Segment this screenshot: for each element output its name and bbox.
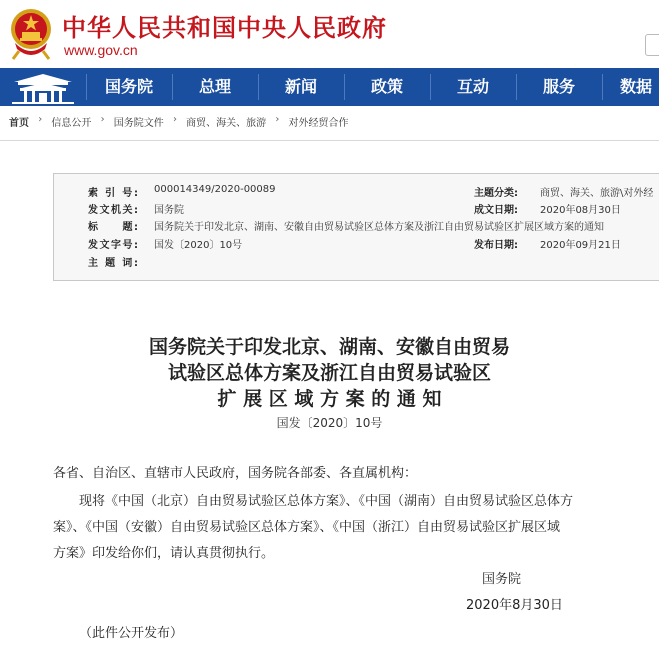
breadcrumb-item[interactable]: 对外经贸合作 bbox=[288, 118, 349, 129]
published-date-value: 2020年09月21日 bbox=[540, 240, 621, 251]
chevron-right-icon: › bbox=[172, 114, 177, 125]
index-label: 索 引 号: bbox=[88, 188, 138, 199]
published-date-label: 发布日期: bbox=[474, 240, 518, 251]
signing-date: 2020年8月30日 bbox=[466, 598, 563, 613]
document-info-box bbox=[53, 173, 659, 281]
gate-logo-icon[interactable] bbox=[0, 68, 86, 106]
nav-item-services[interactable]: 服务 bbox=[542, 77, 575, 96]
title-value: 国务院关于印发北京、湖南、安徽自由贸易试验区总体方案及浙江自由贸易试验区扩展区域方案的通知 bbox=[154, 222, 604, 233]
nav-item-interaction[interactable]: 互动 bbox=[456, 77, 489, 96]
salutation: 各省、自治区、直辖市人民政府，国务院各部委、各直属机构： bbox=[53, 466, 418, 481]
chevron-right-icon: › bbox=[275, 114, 280, 125]
category-label: 主题分类: bbox=[474, 188, 518, 199]
nav-item-policy[interactable]: 政策 bbox=[370, 77, 403, 96]
document-title-line-3: 扩 展 区 域 方 案 的 通 知 bbox=[217, 388, 442, 410]
nav-item-data[interactable]: 数据 bbox=[620, 77, 653, 96]
info-row-issuer bbox=[54, 201, 659, 219]
created-date-value: 2020年08月30日 bbox=[540, 205, 621, 216]
created-date-label: 成文日期: bbox=[474, 205, 518, 216]
search-input[interactable] bbox=[645, 34, 659, 56]
docno-label: 发文字号: bbox=[88, 240, 138, 251]
docno-value: 国发〔2020〕10号 bbox=[154, 240, 243, 251]
breadcrumb-item[interactable]: 信息公开 bbox=[51, 118, 92, 129]
breadcrumb-item[interactable]: 商贸、海关、旅游 bbox=[186, 118, 267, 129]
title-label: 标 题: bbox=[88, 222, 138, 233]
nav-divider bbox=[602, 74, 603, 100]
nav-divider bbox=[430, 74, 431, 100]
signatory: 国务院 bbox=[482, 572, 522, 587]
nav-divider bbox=[516, 74, 517, 100]
site-title[interactable]: 中华人民共和国中央人民政府 bbox=[62, 13, 387, 42]
site-header bbox=[0, 0, 659, 68]
info-row-docno bbox=[54, 236, 659, 254]
info-row-keywords bbox=[54, 254, 659, 272]
body-paragraph-line-1: 现将《中国（北京）自由贸易试验区总体方案》、《中国（湖南）自由贸易试验区总体方 bbox=[79, 494, 574, 509]
issuer-label: 发文机关: bbox=[88, 205, 138, 216]
body-paragraph-line-2: 案》、《中国（安徽）自由贸易试验区总体方案》、《中国（浙江）自由贸易试验区扩展区域 bbox=[53, 520, 561, 535]
nav-divider bbox=[258, 74, 259, 100]
category-value: 商贸、海关、旅游\对外经 bbox=[540, 188, 654, 199]
document-number: 国发〔2020〕10号 bbox=[276, 416, 383, 430]
chevron-right-icon: › bbox=[38, 114, 43, 125]
nav-item-premier[interactable]: 总理 bbox=[198, 77, 231, 96]
publication-note: （此件公开发布） bbox=[79, 626, 184, 641]
site-domain: www.gov.cn bbox=[64, 42, 138, 58]
info-row-index bbox=[54, 184, 659, 202]
nav-item-state-council[interactable]: 国务院 bbox=[104, 77, 153, 96]
body-paragraph-line-3: 方案》印发给你们，请认真贯彻执行。 bbox=[53, 546, 275, 561]
info-row-title bbox=[54, 218, 659, 236]
nav-divider bbox=[172, 74, 173, 100]
nav-divider bbox=[344, 74, 345, 100]
nav-item-news[interactable]: 新闻 bbox=[284, 77, 317, 96]
nav-divider bbox=[86, 74, 87, 100]
document-title-line-2: 试验区总体方案及浙江自由贸易试验区 bbox=[167, 362, 491, 384]
breadcrumb bbox=[9, 114, 349, 128]
issuer-value: 国务院 bbox=[154, 205, 184, 216]
document-title-line-1: 国务院关于印发北京、湖南、安徽自由贸易 bbox=[148, 336, 510, 358]
breadcrumb-divider bbox=[0, 140, 659, 141]
breadcrumb-home[interactable]: 首页 bbox=[9, 118, 29, 129]
breadcrumb-item[interactable]: 国务院文件 bbox=[113, 118, 164, 129]
main-nav bbox=[0, 68, 659, 106]
keywords-label: 主 题 词: bbox=[88, 258, 138, 269]
national-emblem-icon[interactable] bbox=[9, 5, 53, 61]
index-value: 000014349/2020-00089 bbox=[154, 184, 276, 195]
chevron-right-icon: › bbox=[100, 114, 105, 125]
